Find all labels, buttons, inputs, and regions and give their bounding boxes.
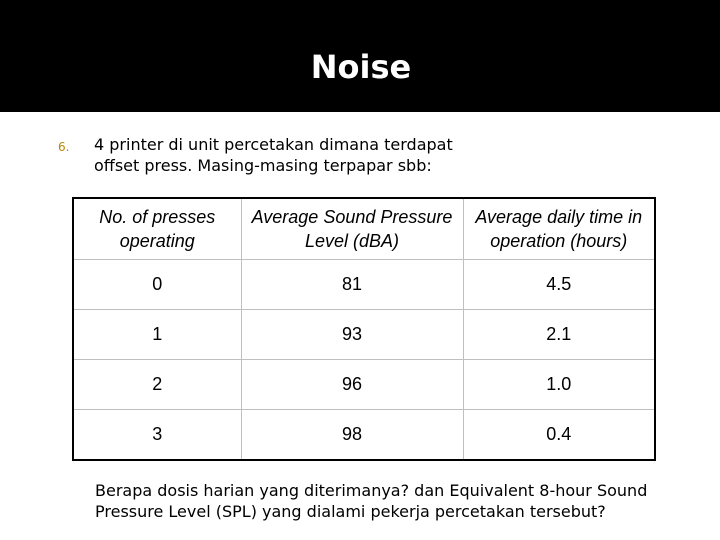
cell-spl: 81 bbox=[241, 260, 463, 310]
cell-time: 0.4 bbox=[463, 410, 655, 461]
cell-presses: 1 bbox=[73, 310, 241, 360]
question-text: Berapa dosis harian yang diterimanya? dan Equivalent 8-hour Sound Pressure Level (SPL) yang dialami pekerja percetakan tersebut? bbox=[95, 481, 648, 521]
cell-presses: 3 bbox=[73, 410, 241, 461]
header-presses-operating: No. of presses operating bbox=[73, 198, 241, 260]
table-row bbox=[73, 260, 655, 310]
item-number: 6. bbox=[58, 140, 70, 154]
cell-time: 4.5 bbox=[463, 260, 655, 310]
cell-presses: 2 bbox=[73, 360, 241, 410]
cell-spl: 98 bbox=[241, 410, 463, 461]
cell-time: 2.1 bbox=[463, 310, 655, 360]
item-text: 4 printer di unit percetakan dimana terdapat offset press. Masing-masing terpapar sbb: bbox=[94, 135, 453, 175]
table-header-row bbox=[73, 198, 655, 260]
title-bar bbox=[0, 0, 720, 112]
table-row bbox=[73, 410, 655, 461]
cell-spl: 96 bbox=[241, 360, 463, 410]
header-sound-pressure-level: Average Sound Pressure Level (dBA) bbox=[241, 198, 463, 260]
slide-title: Noise bbox=[310, 48, 412, 86]
header-daily-time: Average daily time in operation (hours) bbox=[463, 198, 655, 260]
cell-time: 1.0 bbox=[463, 360, 655, 410]
cell-spl: 93 bbox=[241, 310, 463, 360]
table-row bbox=[73, 360, 655, 410]
table-row bbox=[73, 310, 655, 360]
noise-exposure-table bbox=[72, 197, 656, 461]
cell-presses: 0 bbox=[73, 260, 241, 310]
